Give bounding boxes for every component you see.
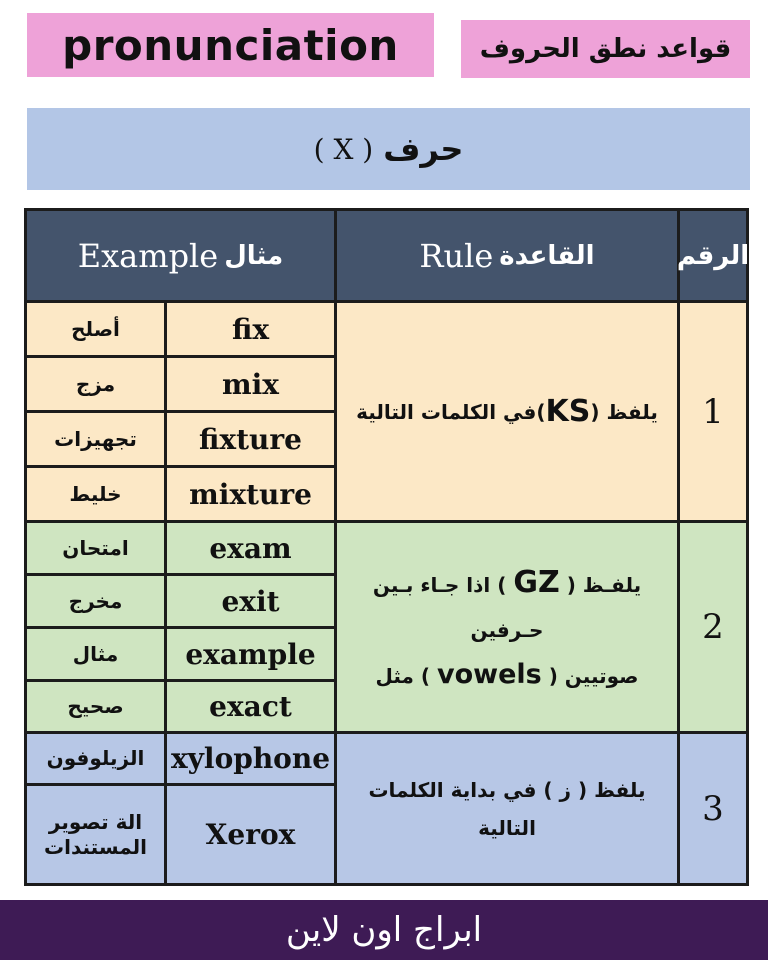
rule-2-vowels: vowels [436,658,542,690]
example-ar-cell: مخرج [27,576,164,626]
header-rule [337,211,677,300]
rule-1-after: )في الكلمات التالية [356,399,546,424]
row-number-2: 2 [680,523,746,731]
example-ar-cell: مثال [27,629,164,679]
footer-banner [0,900,768,960]
header-rule-en: Rule [419,236,494,275]
pronunciation-table [24,208,749,886]
arabic-title: قواعد نطق الحروف [479,34,732,64]
example-en-cell: mixture [167,468,334,520]
header-example-en: Example [77,236,219,275]
rule-cell-2 [337,523,677,731]
arabic-title-banner [461,20,750,78]
header-number [676,211,750,300]
example-ar-cell: خليط [27,468,164,520]
example-ar-cell: مزج [27,358,164,410]
rule-1-before: يلفظ ( [590,399,658,424]
example-en-cell: fixture [167,413,334,465]
example-en-cell: Xerox [167,786,334,883]
header-example-ar: مثال [224,240,284,271]
row-number-1: 1 [680,303,746,520]
header-example [27,211,334,300]
example-en-cell: fix [167,303,334,355]
english-title-banner [27,13,434,77]
rule-cell-1 [337,303,677,520]
example-en-cell: mix [167,358,334,410]
rule-2-line2-before: صوتيين ( [548,663,639,688]
example-en-cell: example [167,629,334,679]
rule-2-line2-after: ) مثل [375,663,431,688]
footer-text: ابراج اون لاين [285,910,483,950]
rule-2-line2 [376,649,639,700]
rule-cell-3: يلفظ ( ز ) في بداية الكلمات التالية [337,734,677,883]
rule-2-sound: GZ [513,564,560,600]
example-en-cell: exact [167,682,334,731]
example-ar-cell: الة تصوير المستندات [27,786,164,883]
rule-2-line1 [345,554,669,649]
rule-2-after: ) اذا جـاء بـين حـرفين [372,572,544,642]
example-ar-cell: الزيلوفون [27,734,164,783]
example-en-cell: exit [167,576,334,626]
rule-2-before: يلفـظ ( [566,572,642,597]
letter-heading [27,108,750,190]
letter-heading-symbol: ( X ) [313,132,374,166]
rule-1-sound: KS [545,394,591,429]
example-ar-cell: تجهيزات [27,413,164,465]
example-ar-cell: صحيح [27,682,164,731]
header-number-ar: الرقم [676,240,750,271]
example-ar-cell: امتحان [27,523,164,573]
example-en-cell: xylophone [167,734,334,783]
example-en-cell: exam [167,523,334,573]
letter-heading-arabic: حرف [383,130,464,168]
english-title: pronunciation [62,20,399,70]
row-number-3: 3 [680,734,746,883]
example-ar-cell: أصلح [27,303,164,355]
header-rule-ar: القاعدة [499,240,595,271]
